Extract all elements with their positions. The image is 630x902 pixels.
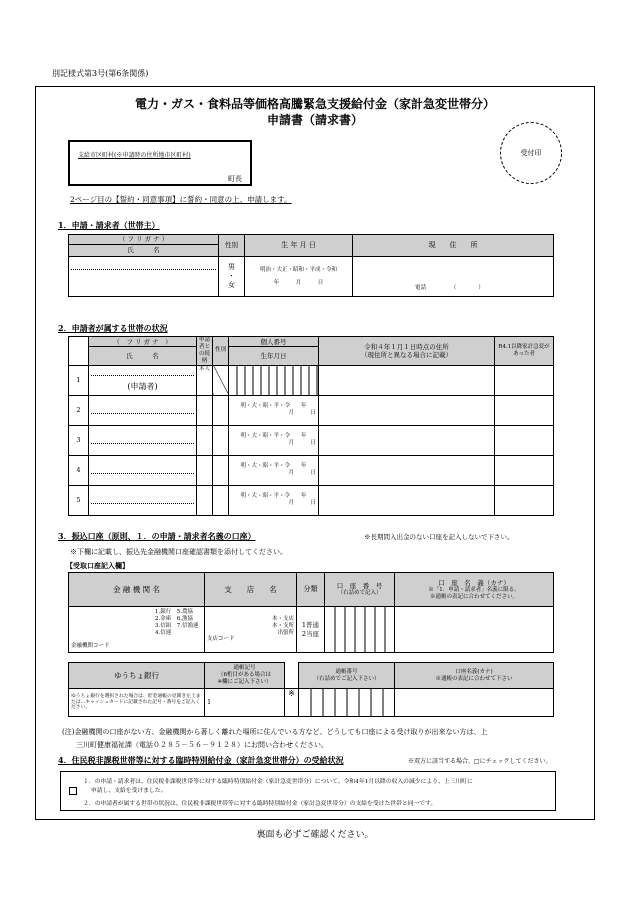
yucho-symbol-header: 通帳記号 （6桁目がある場合は ※欄にご記入下さい）: [205, 663, 285, 689]
form-subtitle: 申請書（請求書）: [266, 113, 363, 127]
section1-heading: 1．申請・請求者（世帯主）: [58, 220, 160, 230]
consent-text: 2ページ目の【誓約・同意事項】に誓約・同意の上、申請します。: [70, 195, 292, 204]
applicant-era: 明治・大正・昭和・平成・令和: [259, 266, 337, 273]
bank-code-label: 金融機関コード: [71, 642, 110, 649]
applicant-birth-field[interactable]: [245, 257, 353, 297]
form-number: 別記様式第3号(第6条関係): [52, 69, 149, 78]
holder-header: 口 座 名 義（カナ） ※「1．申請・請求者」名義に限る。 ※通帳の表記に合わせてください。: [395, 573, 554, 607]
footer-note: 裏面も必ずご確認ください。: [256, 830, 374, 840]
section4-item2: ２．の申請者が属する世帯の状況は、住民税非課税世帯等に対する臨時特別給付金（家計急変世帯分）の支給を受けた世帯と同一です。: [83, 801, 437, 807]
applicant-phone: 電話 （ ）: [415, 285, 484, 292]
bank-footnote-1: (注)金融機関の口座がない方、金融機関から著しく離れた場所に住んでいる方など、どうしても口座による受け取りが出来ない方は、上: [62, 728, 488, 736]
section3-heading-note: ※長期間入出金のない口座を記入しないで下さい。: [364, 533, 514, 541]
household-birth-field[interactable]: 明・大・昭・平・令 年 月 日: [229, 455, 319, 485]
yucho-symbol-field[interactable]: 1: [205, 689, 285, 717]
branch-name-header: 支 店 名: [205, 573, 297, 607]
form-title: 電力・ガス・食料品等価格高騰緊急支援給付金（家計急変世帯分）: [134, 97, 495, 111]
section3-heading: 3．振込口座（原則、１．の申請・請求者名義の口座）: [58, 531, 256, 541]
account-number-field[interactable]: [325, 607, 395, 653]
applicant-label: (申請者): [127, 382, 158, 391]
household-name-field[interactable]: [89, 395, 197, 425]
reception-stamp: 受付印: [500, 122, 562, 184]
section4-heading: 4．住民税非課税世帯等に対する臨時特別給付金（家計急変世帯分）の受給状況: [58, 755, 344, 765]
r4-change-field[interactable]: [495, 395, 554, 425]
household-table: [68, 336, 554, 516]
relation-header: 申請者との続柄: [197, 337, 213, 366]
r4-change-field[interactable]: [495, 485, 554, 515]
household-birth-field[interactable]: 明・大・昭・平・令 年 月 日: [229, 425, 319, 455]
r4-change-header: R4.1以降家計急変があった者: [495, 337, 554, 366]
section4-item1a: １．の申請・請求者は、住民税非課税世帯等に対する臨時特別給付金（家計急変世帯分）について、令和4年1月以降の収入の減少により、上三川町に: [83, 779, 473, 785]
applicant-name-field[interactable]: [69, 257, 219, 297]
section4-box: [60, 771, 556, 811]
household-furigana-header: （ フ リ ガ ナ ）: [89, 337, 197, 347]
bank-table: [68, 572, 554, 653]
row-number: 2: [69, 395, 89, 425]
yucho-holder-header: 口座名義(カナ) ※通帳の表記に合わせて下さい: [395, 663, 554, 689]
applicant-address-field[interactable]: [353, 257, 554, 297]
gender-header: 性別: [219, 235, 245, 257]
household-name-field[interactable]: [89, 485, 197, 515]
bank-name-field[interactable]: 1.銀行 5.農協 2.金庫 6.漁協 3.信組 7.信漁連 4.信連 金融機関コード: [69, 607, 205, 653]
branch-code-label: 支店コード: [207, 636, 235, 643]
category-header: 分類: [297, 573, 325, 607]
account-type-field[interactable]: 1普通 2当座: [297, 607, 325, 653]
bank-name-header: 金 融 機 関 名: [69, 573, 205, 607]
r4-address-field[interactable]: [319, 395, 495, 425]
r4-change-field[interactable]: [495, 365, 554, 395]
self-label: 本人: [197, 365, 213, 395]
yucho-header: ゆうちょ銀行: [69, 663, 205, 689]
furigana-header: （ フ リ ガ ナ ）: [69, 235, 219, 245]
yucho-table: [68, 662, 554, 717]
personal-number-header: 個人番号: [229, 337, 319, 347]
r4-change-field[interactable]: [495, 455, 554, 485]
receive-label: 【受取口座記入欄】: [66, 561, 129, 570]
applicant-table: [68, 234, 554, 297]
holder-field[interactable]: [395, 607, 554, 653]
section4-item1b: 申請し、支給を受けました。: [91, 788, 167, 794]
branch-name-field[interactable]: 本・支店 本・支所 出張所 支店コード: [205, 607, 297, 653]
r4-address-field[interactable]: [319, 485, 495, 515]
r4-address-field[interactable]: [319, 425, 495, 455]
applicant-gender-field[interactable]: 男 ・ 女: [219, 257, 245, 297]
yucho-asterisk: ※: [285, 689, 299, 717]
account-number-header: 口 座 番 号 （右詰めで記入）: [325, 573, 395, 607]
household-name-field[interactable]: [89, 365, 197, 395]
household-name-field[interactable]: [89, 425, 197, 455]
bank-footnote-2: 三川町健康福祉課（電話０２８５－５６－９１２８）にお問い合わせください。: [76, 741, 328, 749]
r4-address-field[interactable]: [319, 455, 495, 485]
row-number: 4: [69, 455, 89, 485]
household-name-header: 氏 名: [89, 347, 197, 365]
yucho-number-header: 通帳番号 （右詰めでご記入下さい）: [299, 663, 395, 689]
section3-note: ※下欄に記載し、振込先金融機関口座確認書類を添付してください。: [70, 548, 287, 556]
r4-change-field[interactable]: [495, 425, 554, 455]
section4-heading-note: ※双方に該当する場合、□にチェックしてください。: [408, 758, 552, 765]
household-gender-header: 性別: [213, 337, 229, 366]
r4-address-field[interactable]: [319, 365, 495, 395]
row-number: 3: [69, 425, 89, 455]
household-name-field[interactable]: [89, 455, 197, 485]
birth-header: 生 年 月 日: [245, 235, 353, 257]
household-birth-field[interactable]: 明・大・昭・平・令 年 月 日: [229, 395, 319, 425]
name-header: 氏 名: [69, 245, 219, 257]
mayor-box[interactable]: [68, 140, 252, 186]
mayor-label: 支給市区町村(※申請時の住所地市区町村): [78, 152, 191, 159]
section4-checkbox[interactable]: [69, 787, 77, 795]
address-header: 現 住 所: [353, 235, 554, 257]
household-birth-header: 生年月日: [229, 347, 319, 365]
section2-heading: 2．申請者が属する世帯の状況: [58, 323, 168, 333]
yucho-holder-field[interactable]: [395, 689, 554, 717]
row-number: 1: [69, 365, 89, 395]
personal-number-field[interactable]: [229, 365, 319, 395]
yucho-number-field[interactable]: [299, 689, 395, 717]
row-number: 5: [69, 485, 89, 515]
r4-address-header: 令和４年１月１日時点の住所 （現住所と異なる場合に記載）: [319, 337, 495, 366]
yucho-description: ゆうちょ銀行を選択された場合は、貯金通帳の見開き左上または...キャッシュカードに記載された記号・番号をご記入ください。: [69, 689, 205, 717]
applicant-ymd: 年 月 日: [273, 279, 324, 286]
household-birth-field[interactable]: 明・大・昭・平・令 年 月 日: [229, 485, 319, 515]
mayor-suffix: 町長: [228, 175, 242, 183]
